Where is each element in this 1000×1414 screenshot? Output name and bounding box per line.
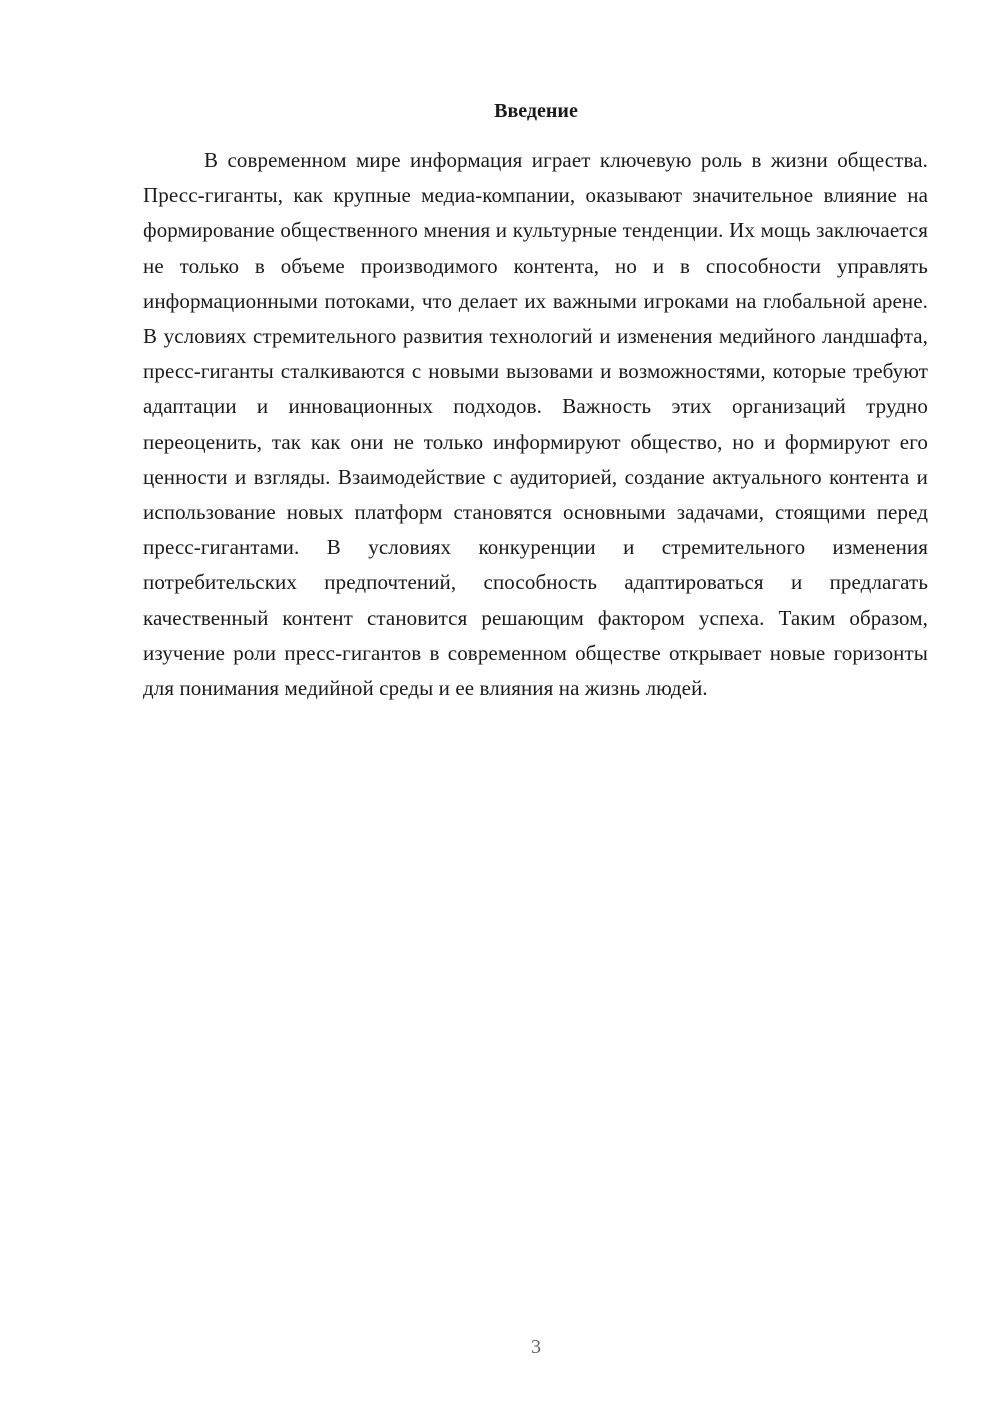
section-title: Введение (494, 100, 578, 122)
page-number: 3 (531, 1336, 541, 1358)
intro-paragraph: В современном мире информация играет ключевую роль в жизни общества. Пресс-гиганты, как крупные медиа-компании, оказывают значительное влияние на формирование общественного мнения и культурные тенденции. Их мощь заключается не только в объеме производимого контента, но и в способности управлять информационными потоками, что делает их важными игроками на глобальной арене. В условиях стремительного развития технологий и изменения медийного ландшафта, пресс-гиганты сталкиваются с новыми вызовами и возможностями, которые требуют адаптации и инновационных подходов. Важность этих организаций трудно переоценить, так как они не только информируют общество, но и формируют его ценности и взгляды. Взаимодействие с аудиторией, создание актуального контента и использование новых платформ становятся основными задачами, стоящими перед пресс-гигантами. В условиях конкуренции и стремительного изменения потребительских предпочтений, способность адаптироваться и предлагать качественный контент становится решающим фактором успеха. Таким образом, изучение роли пресс-гигантов в современном обществе открывает новые горизонты для понимания медийной среды и ее влияния на жизнь людей. (143, 148, 928, 701)
